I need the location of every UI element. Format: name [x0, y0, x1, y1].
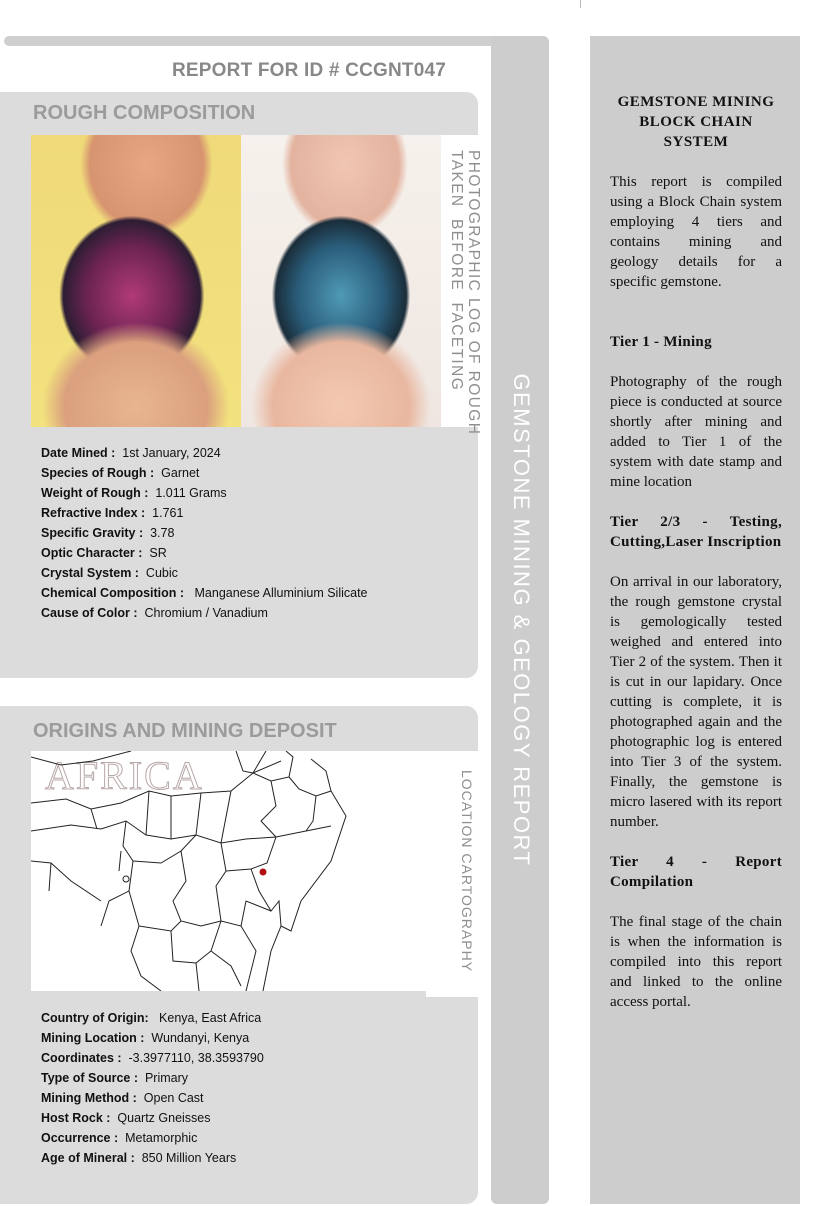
fact-label: Mining Method :: [41, 1091, 137, 1105]
location-map: [31, 751, 426, 991]
fact-row: [41, 463, 368, 483]
tier4-title: Tier 4 - Report Compilation: [610, 854, 782, 890]
fact-label: Chemical Composition :: [41, 586, 185, 600]
fact-label: Country of Origin:: [41, 1011, 149, 1025]
fact-value: 850 Million Years: [141, 1151, 237, 1165]
tier4-text: The final stage of the chain is when the information is compiled into this report and linked to the online access portal.: [610, 914, 782, 1010]
fact-value: 1.761: [152, 506, 184, 520]
fact-row: [41, 563, 368, 583]
fact-row: [41, 483, 368, 503]
photo-label-line1: PHOTOGRAPHIC LOG OF ROUGH: [465, 150, 482, 436]
tier23-title: Tier 2/3 - Testing, Cutting,Laser Inscription: [610, 514, 782, 550]
fact-value: Manganese Alluminium Silicate: [194, 586, 368, 600]
fact-value: Cubic: [145, 566, 178, 580]
fact-label: Date Mined :: [41, 446, 116, 460]
fact-label: Species of Rough :: [41, 466, 155, 480]
photo-label-line2: TAKEN BEFORE FACETING: [448, 150, 465, 392]
sidebar-text: [610, 92, 782, 1032]
fact-row: [41, 1028, 264, 1048]
top-tick: [580, 0, 581, 8]
location-cartography-label: LOCATION CARTOGRAPHY: [459, 770, 475, 973]
fact-label: Cause of Color :: [41, 606, 138, 620]
sidebar-intro: This report is compiled using a Block Chain system employing 4 tiers and contains mining and geology details for a specific gemstone.: [610, 174, 782, 290]
top-bar: [4, 36, 548, 46]
fact-value: Metamorphic: [125, 1131, 198, 1145]
tier23-text: On arrival in our laboratory, the rough gemstone crystal is gemologically tested weighed and entered into Tier 2 of the system. Then it is cut in our lapidary. Once cutting is complete, it is photographed again and the photographic log is entered into Tier 3 of the system. Finally, the gemstone is micro lasered with its report number.: [610, 574, 782, 830]
fact-row: [41, 1128, 264, 1148]
mine-location-marker: [260, 869, 267, 876]
fact-label: Host Rock :: [41, 1111, 111, 1125]
blockchain-sidebar: [590, 36, 800, 1204]
fact-value: Open Cast: [143, 1091, 204, 1105]
fact-label: Age of Mineral :: [41, 1151, 135, 1165]
origins-facts: [41, 1008, 264, 1168]
fact-value: Primary: [144, 1071, 189, 1085]
fact-value: Quartz Gneisses: [117, 1111, 211, 1125]
rough-composition-heading: ROUGH COMPOSITION: [33, 102, 256, 124]
fact-value: Wundanyi, Kenya: [151, 1031, 250, 1045]
fact-row: [41, 443, 368, 463]
fact-row: [41, 603, 368, 623]
fact-row: [41, 543, 368, 563]
fact-label: Occurrence :: [41, 1131, 119, 1145]
fact-row: [41, 583, 368, 603]
fact-row: [41, 1108, 264, 1128]
rough-photo-daylight: [31, 135, 241, 427]
fact-row: [41, 1088, 264, 1108]
fact-value: 3.78: [150, 526, 175, 540]
fact-label: Crystal System :: [41, 566, 139, 580]
tier1-title: Tier 1 - Mining: [610, 334, 712, 350]
africa-map-svg: [31, 751, 426, 991]
sidebar-heading: GEMSTONE MINING BLOCK CHAIN SYSTEM: [617, 94, 775, 150]
rough-photo-incandescent: [241, 135, 441, 427]
fact-label: Mining Location :: [41, 1031, 145, 1045]
origins-heading: ORIGINS AND MINING DEPOSIT: [33, 720, 337, 742]
report-title: REPORT FOR ID # CCGNT047: [172, 60, 447, 81]
fact-label: Optic Character :: [41, 546, 143, 560]
fact-value: Chromium / Vanadium: [144, 606, 268, 620]
rough-facts: [41, 443, 368, 623]
fact-value: Kenya, East Africa: [159, 1011, 262, 1025]
fact-value: SR: [149, 546, 167, 560]
fact-value: 1st January, 2024: [122, 446, 221, 460]
fact-label: Coordinates :: [41, 1051, 122, 1065]
fact-value: Garnet: [161, 466, 200, 480]
fact-row: [41, 1048, 264, 1068]
map-watermark: AFRICA: [45, 753, 204, 798]
fact-row: [41, 1008, 264, 1028]
fact-label: Specific Gravity :: [41, 526, 144, 540]
fact-label: Refractive Index :: [41, 506, 146, 520]
fact-label: Type of Source :: [41, 1071, 139, 1085]
vertical-banner-text: GEMSTONE MINING & GEOLOGY REPORT: [509, 373, 534, 867]
photo-log-label: [448, 150, 482, 435]
fact-value: -3.3977110, 38.3593790: [128, 1051, 264, 1065]
fact-row: [41, 523, 368, 543]
fact-row: [41, 503, 368, 523]
fact-row: [41, 1148, 264, 1168]
fact-label: Weight of Rough :: [41, 486, 149, 500]
tier1-text: Photography of the rough piece is conducted at source shortly after mining and added to Tier 1 of the system with date stamp and mine location: [610, 374, 782, 490]
fact-row: [41, 1068, 264, 1088]
fact-value: 1.011 Grams: [155, 486, 227, 500]
rough-photo: [31, 135, 441, 427]
